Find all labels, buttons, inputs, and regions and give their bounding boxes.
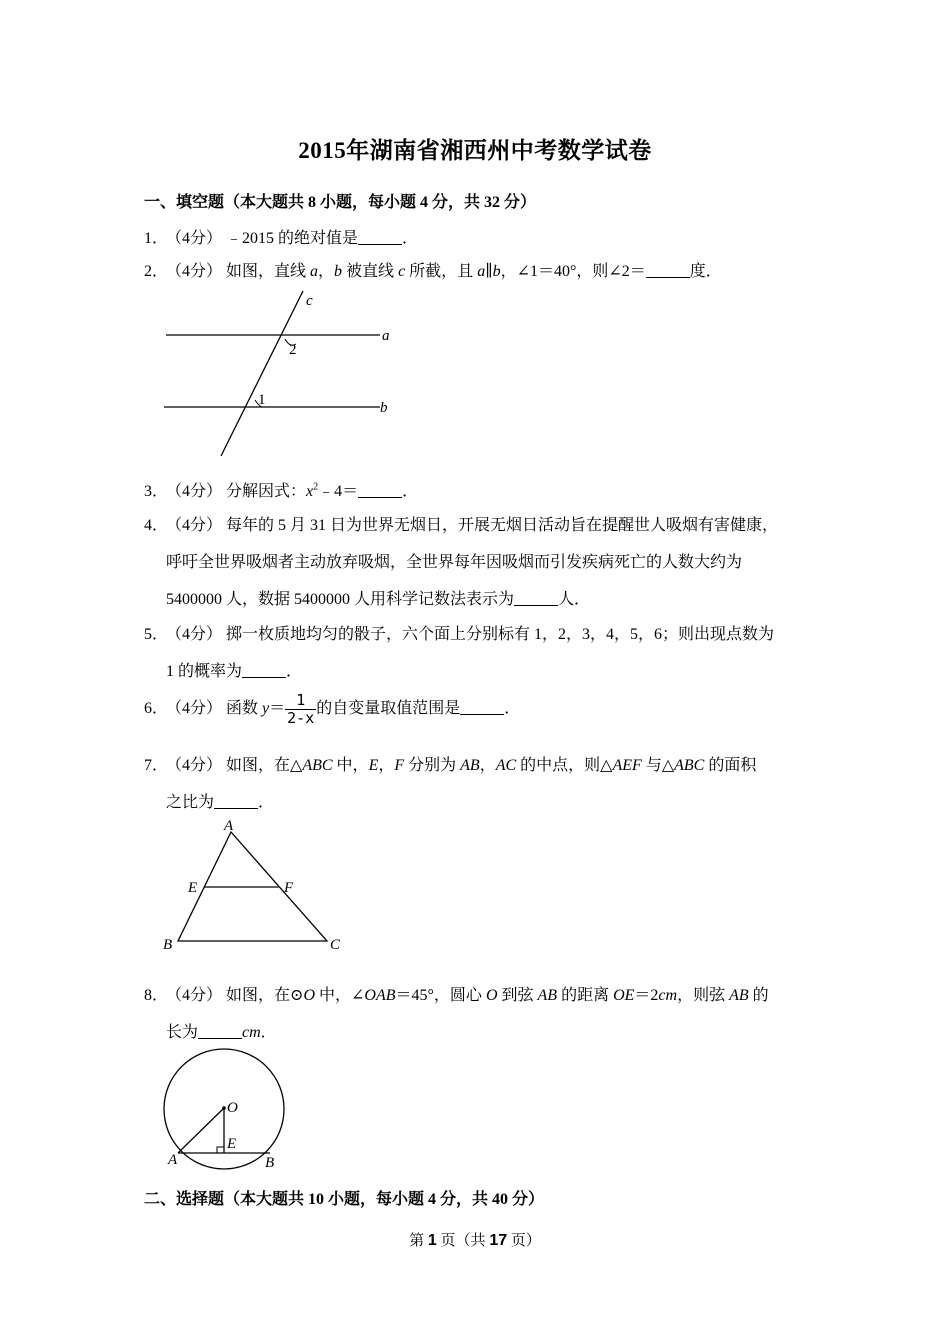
label-E: E — [188, 880, 198, 896]
answer-blank — [646, 276, 690, 278]
label-B: B — [163, 937, 173, 953]
section-fill-in-blank: 一、填空题（本大题共 8 小题，每小题 4 分，共 32 分） — [144, 194, 537, 211]
page-title: 2015年湖南省湘西州中考数学试卷 — [298, 138, 652, 163]
page-footer: 第 1 页（共 17 页） — [409, 1232, 541, 1249]
question-8-line-2: 长为 cm． — [166, 1024, 277, 1041]
label-angle-2: 2 — [289, 342, 297, 358]
answer-blank — [198, 1037, 242, 1039]
label-C: C — [330, 937, 341, 953]
line-c — [221, 291, 303, 456]
label-E: E — [227, 1136, 237, 1152]
label-A: A — [168, 1152, 178, 1168]
label-a: a — [382, 328, 390, 344]
figure-circle — [160, 1045, 320, 1175]
question-1: 1．（4分） ﹣2015 的绝对值是 ． — [144, 230, 419, 247]
label-O: O — [227, 1100, 238, 1116]
section-multiple-choice: 二、选择题（本大题共 10 小题，每小题 4 分，共 40 分） — [144, 1191, 545, 1208]
figure-parallel-lines — [160, 288, 400, 460]
label-c: c — [306, 293, 313, 309]
answer-blank — [358, 496, 402, 498]
center-point — [222, 1106, 226, 1110]
question-2: 2．（4分） 如图，直线 a，b 被直线 c 所截，且 a∥b，∠1＝40°，则∠2＝ 度． — [144, 263, 722, 280]
segment-oa — [178, 1108, 224, 1153]
label-B: B — [265, 1155, 275, 1171]
label-F: F — [284, 880, 294, 896]
answer-blank — [460, 713, 504, 715]
question-5-line-2: 1 的概率为 ． — [166, 663, 303, 680]
question-3: 3．（4分） 分解因式：$x^2﹣4=$ ． — [144, 481, 419, 500]
label-A: A — [224, 818, 234, 834]
total-page-count: 17 — [489, 1232, 508, 1249]
question-4: 4．（4分） 每年的 5 月 31 日为世界无烟日，开展无烟日活动旨在提醒世人吸烟有害健康， — [144, 517, 779, 534]
answer-blank — [242, 676, 286, 678]
question-7: 7．（4分） 如图，在△ABC 中，E，F 分别为 AB，AC 的中点，则△AEF 与△ABC 的面积 — [144, 757, 757, 774]
right-angle-mark — [217, 1147, 224, 1153]
question-5: 5．（4分） 掷一枚质地均匀的骰子，六个面上分别标有 1，2，3，4，5，6；则出现点数为 — [144, 626, 775, 643]
question-7-line-2: 之比为 ． — [166, 794, 275, 811]
question-4-line-3: 5400000 人，数据 5400000 人用科学记数法表示为 人． — [166, 591, 591, 608]
answer-blank — [514, 604, 558, 606]
answer-blank — [214, 807, 258, 809]
answer-blank — [358, 243, 402, 245]
label-angle-1: 1 — [258, 392, 266, 408]
question-6: 6．（4分） 函数 y＝ $\frac{1}{2-x}$ 的自变量取值范围是 ． — [144, 691, 521, 727]
label-b: b — [380, 400, 388, 416]
question-8: 8．（4分） 如图，在⊙O 中，∠OAB＝45°，圆心 O 到弦 AB 的距离 OE＝2cm，则弦 AB 的 — [144, 987, 769, 1004]
current-page-number: 1 — [427, 1232, 437, 1249]
figure-triangle — [160, 815, 350, 955]
fraction: $\frac{1}{2-x}$ — [287, 691, 315, 727]
question-4-line-2: 呼吁全世界吸烟者主动放弃吸烟，全世界每年因吸烟而引发疾病死亡的人数大约为 — [166, 554, 743, 571]
